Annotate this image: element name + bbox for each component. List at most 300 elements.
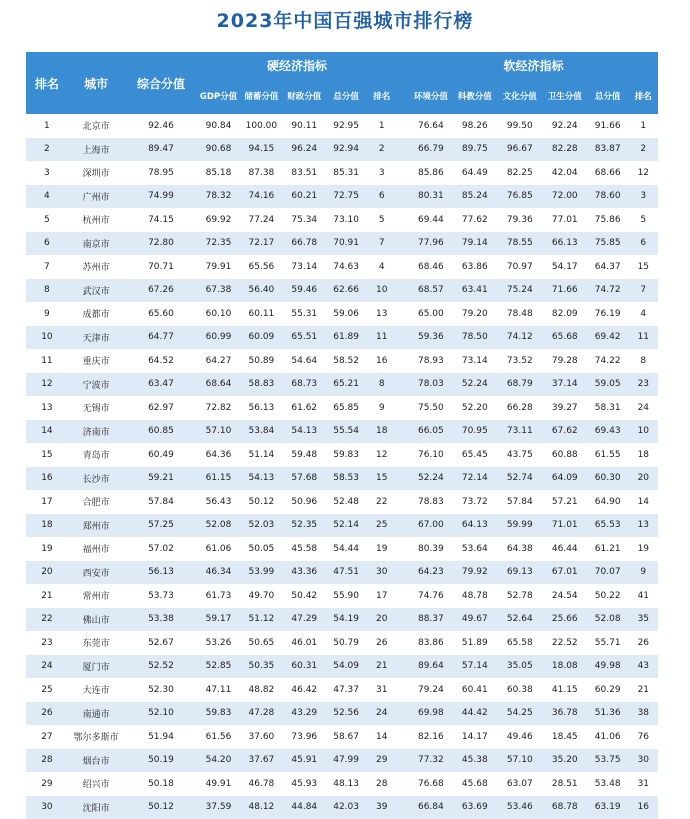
score-cell: 72.80 <box>124 232 197 256</box>
culture-cell: 64.38 <box>497 537 543 561</box>
city-cell: 青岛市 <box>68 443 125 467</box>
hard-total-cell: 74.63 <box>325 255 367 279</box>
soft-total-cell: 64.90 <box>587 490 629 514</box>
env-cell: 69.44 <box>409 208 453 232</box>
score-cell: 74.99 <box>124 185 197 209</box>
culture-cell: 74.12 <box>497 326 543 350</box>
health-cell: 36.78 <box>543 702 587 726</box>
table-row <box>26 725 658 749</box>
edu-cell: 44.42 <box>453 702 497 726</box>
header-hard-col: 排名 <box>367 78 396 114</box>
table-row <box>26 490 658 514</box>
rank-cell: 30 <box>26 796 68 819</box>
edu-cell: 78.50 <box>453 326 497 350</box>
header-spacer <box>396 52 409 114</box>
column-spacer <box>396 255 409 279</box>
soft-rank-cell: 13 <box>629 514 658 538</box>
column-spacer <box>396 349 409 373</box>
savings-cell: 74.16 <box>239 185 283 209</box>
column-spacer <box>396 725 409 749</box>
fiscal-cell: 61.62 <box>283 396 325 420</box>
soft-rank-cell: 5 <box>629 208 658 232</box>
savings-cell: 60.09 <box>239 326 283 350</box>
edu-cell: 70.95 <box>453 420 497 444</box>
hard-rank-cell: 28 <box>367 772 396 796</box>
hard-rank-cell: 29 <box>367 749 396 773</box>
fiscal-cell: 44.84 <box>283 796 325 819</box>
hard-rank-cell: 20 <box>367 608 396 632</box>
gdp-cell: 61.06 <box>198 537 240 561</box>
edu-cell: 64.13 <box>453 514 497 538</box>
column-spacer <box>396 443 409 467</box>
fiscal-cell: 75.34 <box>283 208 325 232</box>
soft-rank-cell: 35 <box>629 608 658 632</box>
rank-cell: 14 <box>26 420 68 444</box>
env-cell: 75.50 <box>409 396 453 420</box>
column-spacer <box>396 490 409 514</box>
hard-rank-cell: 1 <box>367 114 396 138</box>
culture-cell: 43.75 <box>497 443 543 467</box>
header-hard-col: 储蓄分值 <box>239 78 283 114</box>
gdp-cell: 54.20 <box>198 749 240 773</box>
header-city: 城市 <box>68 52 125 114</box>
savings-cell: 50.12 <box>239 490 283 514</box>
gdp-cell: 56.43 <box>198 490 240 514</box>
soft-total-cell: 76.19 <box>587 302 629 326</box>
hard-total-cell: 59.06 <box>325 302 367 326</box>
edu-cell: 73.14 <box>453 349 497 373</box>
rank-cell: 26 <box>26 702 68 726</box>
column-spacer <box>396 796 409 819</box>
fiscal-cell: 60.21 <box>283 185 325 209</box>
fiscal-cell: 54.13 <box>283 420 325 444</box>
soft-total-cell: 63.19 <box>587 796 629 819</box>
health-cell: 92.24 <box>543 114 587 138</box>
hard-rank-cell: 30 <box>367 561 396 585</box>
hard-total-cell: 52.14 <box>325 514 367 538</box>
soft-total-cell: 70.07 <box>587 561 629 585</box>
savings-cell: 51.14 <box>239 443 283 467</box>
edu-cell: 79.20 <box>453 302 497 326</box>
soft-rank-cell: 20 <box>629 467 658 491</box>
column-spacer <box>396 161 409 185</box>
env-cell: 77.32 <box>409 749 453 773</box>
soft-total-cell: 61.21 <box>587 537 629 561</box>
table-row <box>26 796 658 819</box>
score-cell: 64.52 <box>124 349 197 373</box>
env-cell: 89.64 <box>409 655 453 679</box>
score-cell: 52.10 <box>124 702 197 726</box>
env-cell: 64.23 <box>409 561 453 585</box>
savings-cell: 46.78 <box>239 772 283 796</box>
column-spacer <box>396 608 409 632</box>
city-cell: 长沙市 <box>68 467 125 491</box>
health-cell: 24.54 <box>543 584 587 608</box>
table-row <box>26 255 658 279</box>
fiscal-cell: 50.42 <box>283 584 325 608</box>
edu-cell: 77.62 <box>453 208 497 232</box>
soft-total-cell: 75.86 <box>587 208 629 232</box>
hard-rank-cell: 15 <box>367 467 396 491</box>
city-cell: 西安市 <box>68 561 125 585</box>
env-cell: 67.00 <box>409 514 453 538</box>
city-cell: 济南市 <box>68 420 125 444</box>
hard-total-cell: 62.66 <box>325 279 367 303</box>
hard-total-cell: 92.95 <box>325 114 367 138</box>
score-cell: 50.19 <box>124 749 197 773</box>
savings-cell: 72.17 <box>239 232 283 256</box>
city-cell: 南京市 <box>68 232 125 256</box>
score-cell: 50.18 <box>124 772 197 796</box>
hard-total-cell: 42.03 <box>325 796 367 819</box>
score-cell: 65.60 <box>124 302 197 326</box>
env-cell: 77.96 <box>409 232 453 256</box>
culture-cell: 96.67 <box>497 138 543 162</box>
city-cell: 武汉市 <box>68 279 125 303</box>
gdp-cell: 47.11 <box>198 678 240 702</box>
hard-rank-cell: 4 <box>367 255 396 279</box>
health-cell: 39.27 <box>543 396 587 420</box>
city-cell: 深圳市 <box>68 161 125 185</box>
gdp-cell: 37.59 <box>198 796 240 819</box>
hard-rank-cell: 8 <box>367 373 396 397</box>
table-row <box>26 114 658 138</box>
soft-total-cell: 59.05 <box>587 373 629 397</box>
table-row <box>26 138 658 162</box>
column-spacer <box>396 138 409 162</box>
soft-rank-cell: 26 <box>629 631 658 655</box>
soft-total-cell: 49.98 <box>587 655 629 679</box>
column-spacer <box>396 114 409 138</box>
savings-cell: 94.15 <box>239 138 283 162</box>
soft-total-cell: 55.71 <box>587 631 629 655</box>
hard-total-cell: 70.91 <box>325 232 367 256</box>
fiscal-cell: 45.58 <box>283 537 325 561</box>
savings-cell: 50.05 <box>239 537 283 561</box>
soft-rank-cell: 12 <box>629 161 658 185</box>
hard-rank-cell: 6 <box>367 185 396 209</box>
hard-total-cell: 72.75 <box>325 185 367 209</box>
score-cell: 52.52 <box>124 655 197 679</box>
gdp-cell: 60.10 <box>198 302 240 326</box>
env-cell: 59.36 <box>409 326 453 350</box>
fiscal-cell: 59.46 <box>283 279 325 303</box>
soft-total-cell: 91.66 <box>587 114 629 138</box>
health-cell: 22.52 <box>543 631 587 655</box>
culture-cell: 65.58 <box>497 631 543 655</box>
health-cell: 54.17 <box>543 255 587 279</box>
page-title: 2023年中国百强城市排行榜 <box>0 6 690 33</box>
savings-cell: 65.56 <box>239 255 283 279</box>
table-row <box>26 326 658 350</box>
rank-cell: 27 <box>26 725 68 749</box>
soft-rank-cell: 19 <box>629 537 658 561</box>
table-row <box>26 655 658 679</box>
savings-cell: 49.70 <box>239 584 283 608</box>
gdp-cell: 46.34 <box>198 561 240 585</box>
edu-cell: 64.49 <box>453 161 497 185</box>
hard-total-cell: 55.90 <box>325 584 367 608</box>
culture-cell: 68.79 <box>497 373 543 397</box>
savings-cell: 53.84 <box>239 420 283 444</box>
hard-rank-cell: 26 <box>367 631 396 655</box>
table-row <box>26 349 658 373</box>
env-cell: 79.24 <box>409 678 453 702</box>
health-cell: 68.78 <box>543 796 587 819</box>
soft-rank-cell: 3 <box>629 185 658 209</box>
env-cell: 85.86 <box>409 161 453 185</box>
gdp-cell: 52.08 <box>198 514 240 538</box>
rank-cell: 11 <box>26 349 68 373</box>
fiscal-cell: 83.51 <box>283 161 325 185</box>
edu-cell: 52.20 <box>453 396 497 420</box>
gdp-cell: 61.15 <box>198 467 240 491</box>
hard-total-cell: 58.52 <box>325 349 367 373</box>
table-body <box>26 114 658 819</box>
column-spacer <box>396 208 409 232</box>
ranking-table-container <box>26 52 658 819</box>
city-cell: 绍兴市 <box>68 772 125 796</box>
edu-cell: 53.64 <box>453 537 497 561</box>
edu-cell: 89.75 <box>453 138 497 162</box>
rank-cell: 20 <box>26 561 68 585</box>
savings-cell: 60.11 <box>239 302 283 326</box>
hard-rank-cell: 2 <box>367 138 396 162</box>
hard-rank-cell: 5 <box>367 208 396 232</box>
fiscal-cell: 46.01 <box>283 631 325 655</box>
hard-total-cell: 54.44 <box>325 537 367 561</box>
column-spacer <box>396 631 409 655</box>
table-row <box>26 443 658 467</box>
score-cell: 74.15 <box>124 208 197 232</box>
column-spacer <box>396 749 409 773</box>
gdp-cell: 53.26 <box>198 631 240 655</box>
table-row <box>26 678 658 702</box>
city-cell: 东莞市 <box>68 631 125 655</box>
score-cell: 64.77 <box>124 326 197 350</box>
score-cell: 50.12 <box>124 796 197 819</box>
table-row <box>26 631 658 655</box>
hard-total-cell: 47.37 <box>325 678 367 702</box>
savings-cell: 56.13 <box>239 396 283 420</box>
rank-cell: 13 <box>26 396 68 420</box>
city-cell: 杭州市 <box>68 208 125 232</box>
gdp-cell: 85.18 <box>198 161 240 185</box>
culture-cell: 75.24 <box>497 279 543 303</box>
column-spacer <box>396 396 409 420</box>
soft-rank-cell: 21 <box>629 678 658 702</box>
table-row <box>26 467 658 491</box>
env-cell: 68.46 <box>409 255 453 279</box>
env-cell: 69.98 <box>409 702 453 726</box>
edu-cell: 65.45 <box>453 443 497 467</box>
gdp-cell: 69.92 <box>198 208 240 232</box>
soft-total-cell: 78.60 <box>587 185 629 209</box>
column-spacer <box>396 326 409 350</box>
soft-rank-cell: 38 <box>629 702 658 726</box>
table-row <box>26 584 658 608</box>
header-hard-col: 财政分值 <box>283 78 325 114</box>
soft-rank-cell: 41 <box>629 584 658 608</box>
env-cell: 83.86 <box>409 631 453 655</box>
column-spacer <box>396 232 409 256</box>
header-soft-col: 卫生分值 <box>543 78 587 114</box>
gdp-cell: 52.85 <box>198 655 240 679</box>
health-cell: 42.04 <box>543 161 587 185</box>
env-cell: 66.79 <box>409 138 453 162</box>
env-cell: 76.64 <box>409 114 453 138</box>
soft-rank-cell: 23 <box>629 373 658 397</box>
soft-total-cell: 69.42 <box>587 326 629 350</box>
health-cell: 25.66 <box>543 608 587 632</box>
rank-cell: 29 <box>26 772 68 796</box>
fiscal-cell: 59.48 <box>283 443 325 467</box>
rank-cell: 1 <box>26 114 68 138</box>
gdp-cell: 49.91 <box>198 772 240 796</box>
hard-rank-cell: 13 <box>367 302 396 326</box>
hard-total-cell: 48.13 <box>325 772 367 796</box>
savings-cell: 53.99 <box>239 561 283 585</box>
gdp-cell: 59.17 <box>198 608 240 632</box>
table-row <box>26 302 658 326</box>
city-cell: 南通市 <box>68 702 125 726</box>
column-spacer <box>396 514 409 538</box>
culture-cell: 60.38 <box>497 678 543 702</box>
fiscal-cell: 47.29 <box>283 608 325 632</box>
soft-rank-cell: 7 <box>629 279 658 303</box>
city-cell: 烟台市 <box>68 749 125 773</box>
header-soft-col: 科教分值 <box>453 78 497 114</box>
city-cell: 宁波市 <box>68 373 125 397</box>
header-rank: 排名 <box>26 52 68 114</box>
savings-cell: 77.24 <box>239 208 283 232</box>
score-cell: 53.73 <box>124 584 197 608</box>
soft-total-cell: 64.37 <box>587 255 629 279</box>
env-cell: 80.39 <box>409 537 453 561</box>
fiscal-cell: 65.51 <box>283 326 325 350</box>
fiscal-cell: 55.31 <box>283 302 325 326</box>
edu-cell: 49.67 <box>453 608 497 632</box>
column-spacer <box>396 185 409 209</box>
fiscal-cell: 46.42 <box>283 678 325 702</box>
score-cell: 70.71 <box>124 255 197 279</box>
city-cell: 苏州市 <box>68 255 125 279</box>
gdp-cell: 61.73 <box>198 584 240 608</box>
column-spacer <box>396 678 409 702</box>
column-spacer <box>396 702 409 726</box>
soft-rank-cell: 15 <box>629 255 658 279</box>
hard-total-cell: 52.48 <box>325 490 367 514</box>
rank-cell: 5 <box>26 208 68 232</box>
table-row <box>26 279 658 303</box>
hard-total-cell: 47.99 <box>325 749 367 773</box>
rank-cell: 12 <box>26 373 68 397</box>
rank-cell: 28 <box>26 749 68 773</box>
health-cell: 64.09 <box>543 467 587 491</box>
gdp-cell: 61.56 <box>198 725 240 749</box>
health-cell: 37.14 <box>543 373 587 397</box>
gdp-cell: 90.68 <box>198 138 240 162</box>
hard-rank-cell: 19 <box>367 537 396 561</box>
hard-total-cell: 61.89 <box>325 326 367 350</box>
table-row <box>26 772 658 796</box>
soft-total-cell: 69.43 <box>587 420 629 444</box>
edu-cell: 51.89 <box>453 631 497 655</box>
gdp-cell: 64.27 <box>198 349 240 373</box>
hard-rank-cell: 22 <box>367 490 396 514</box>
gdp-cell: 90.84 <box>198 114 240 138</box>
edu-cell: 85.24 <box>453 185 497 209</box>
culture-cell: 57.84 <box>497 490 543 514</box>
env-cell: 68.57 <box>409 279 453 303</box>
health-cell: 41.15 <box>543 678 587 702</box>
score-cell: 60.85 <box>124 420 197 444</box>
gdp-cell: 72.82 <box>198 396 240 420</box>
rank-cell: 17 <box>26 490 68 514</box>
soft-rank-cell: 11 <box>629 326 658 350</box>
column-spacer <box>396 584 409 608</box>
header-hard-col: 总分值 <box>325 78 367 114</box>
gdp-cell: 67.38 <box>198 279 240 303</box>
env-cell: 66.05 <box>409 420 453 444</box>
soft-rank-cell: 30 <box>629 749 658 773</box>
score-cell: 53.38 <box>124 608 197 632</box>
culture-cell: 73.52 <box>497 349 543 373</box>
soft-total-cell: 61.55 <box>587 443 629 467</box>
soft-rank-cell: 8 <box>629 349 658 373</box>
hard-total-cell: 92.94 <box>325 138 367 162</box>
fiscal-cell: 96.24 <box>283 138 325 162</box>
edu-cell: 73.72 <box>453 490 497 514</box>
score-cell: 67.26 <box>124 279 197 303</box>
column-spacer <box>396 420 409 444</box>
edu-cell: 63.41 <box>453 279 497 303</box>
table-row <box>26 420 658 444</box>
hard-rank-cell: 21 <box>367 655 396 679</box>
hard-total-cell: 65.21 <box>325 373 367 397</box>
city-cell: 天津市 <box>68 326 125 350</box>
culture-cell: 99.50 <box>497 114 543 138</box>
score-cell: 78.95 <box>124 161 197 185</box>
hard-total-cell: 54.09 <box>325 655 367 679</box>
soft-rank-cell: 24 <box>629 396 658 420</box>
savings-cell: 48.82 <box>239 678 283 702</box>
env-cell: 66.84 <box>409 796 453 819</box>
score-cell: 52.67 <box>124 631 197 655</box>
rank-cell: 3 <box>26 161 68 185</box>
header-soft-col: 文化分值 <box>497 78 543 114</box>
edu-cell: 45.68 <box>453 772 497 796</box>
gdp-cell: 57.10 <box>198 420 240 444</box>
column-spacer <box>396 772 409 796</box>
env-cell: 76.68 <box>409 772 453 796</box>
culture-cell: 78.55 <box>497 232 543 256</box>
fiscal-cell: 52.35 <box>283 514 325 538</box>
env-cell: 74.76 <box>409 584 453 608</box>
score-cell: 52.30 <box>124 678 197 702</box>
table-row <box>26 185 658 209</box>
savings-cell: 58.83 <box>239 373 283 397</box>
edu-cell: 60.41 <box>453 678 497 702</box>
health-cell: 71.66 <box>543 279 587 303</box>
edu-cell: 79.92 <box>453 561 497 585</box>
city-cell: 佛山市 <box>68 608 125 632</box>
soft-rank-cell: 31 <box>629 772 658 796</box>
table-row <box>26 608 658 632</box>
score-cell: 57.84 <box>124 490 197 514</box>
soft-total-cell: 50.22 <box>587 584 629 608</box>
savings-cell: 56.40 <box>239 279 283 303</box>
